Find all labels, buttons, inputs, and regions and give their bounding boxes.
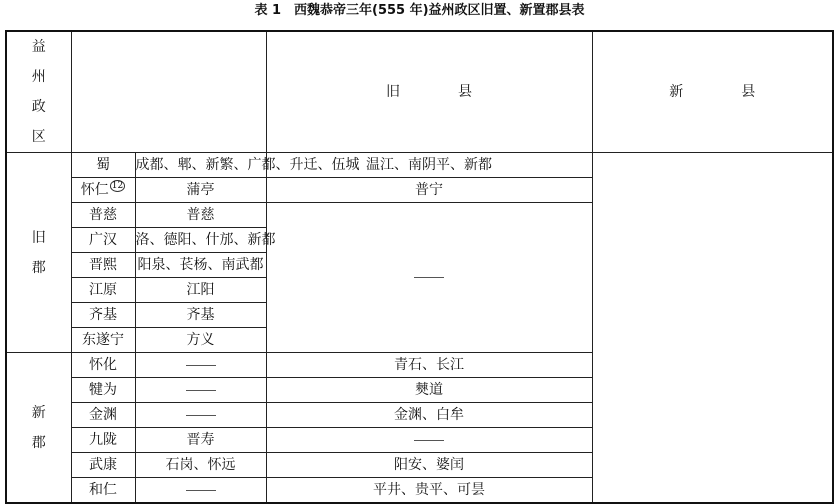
commandery-cell: 怀仁 $^{12}$	[71, 178, 135, 203]
new-counties-cell: 青石、长江	[266, 353, 592, 378]
region-char: 政	[31, 99, 46, 115]
table-row	[6, 478, 833, 504]
old-counties-cell: 江阳	[135, 278, 266, 303]
empty-dash	[186, 415, 216, 416]
table-row	[6, 378, 833, 403]
group-char: 郡	[31, 434, 46, 451]
old-counties-cell: 方义	[135, 328, 266, 353]
header-new-counties: 新 县	[592, 31, 833, 153]
old-counties-cell: 洛、德阳、什邡、新都	[135, 228, 266, 253]
region-cell	[6, 31, 71, 153]
old-counties-cell: 蒲亭	[135, 178, 266, 203]
empty-dash	[186, 390, 216, 391]
group-char: 新	[31, 404, 46, 421]
table-caption: 表 1 西魏恭帝三年(555 年)益州政区旧置、新置郡县表	[254, 3, 585, 18]
empty-dash	[414, 440, 444, 441]
new-counties-cell: 阳安、婆闰	[266, 453, 592, 478]
region-char: 区	[31, 129, 46, 145]
new-counties-cell: 温江、南阴平、新都	[266, 153, 592, 178]
commandery-county-table	[5, 30, 834, 504]
empty-dash	[186, 490, 216, 491]
region-char: 州	[31, 69, 46, 85]
old-counties-cell: 齐基	[135, 303, 266, 328]
header-old-counties: 旧 县	[266, 31, 592, 153]
group-label-cell	[6, 153, 71, 353]
commandery-cell: 犍为	[71, 378, 135, 403]
old-counties-cell	[135, 353, 266, 378]
table-row	[6, 203, 833, 228]
old-counties-cell: 石岗、怀远	[135, 453, 266, 478]
table-row	[6, 353, 833, 378]
commandery-cell: 广汉	[71, 228, 135, 253]
new-counties-cell: 平井、贵平、可昙	[266, 478, 592, 504]
empty-dash	[414, 277, 444, 278]
commandery-cell: 怀化	[71, 353, 135, 378]
commandery-cell: 金渊	[71, 403, 135, 428]
new-counties-cell: 普宁	[266, 178, 592, 203]
new-counties-cell: 僰道	[266, 378, 592, 403]
empty-dash	[186, 365, 216, 366]
new-counties-cell: 金渊、白牟	[266, 403, 592, 428]
region-char: 益	[31, 39, 46, 55]
commandery-cell: 东遂宁	[71, 328, 135, 353]
commandery-cell: 武康	[71, 453, 135, 478]
commandery-cell: 齐基	[71, 303, 135, 328]
old-counties-cell	[135, 478, 266, 504]
commandery-cell: 和仁	[71, 478, 135, 504]
table-row	[6, 403, 833, 428]
table-row	[6, 178, 833, 203]
commandery-cell: 晋熙	[71, 253, 135, 278]
table-row	[6, 428, 833, 453]
new-counties-cell	[266, 428, 592, 453]
old-counties-cell: 成都、郫、新繁、广都、升迁、伍城	[135, 153, 266, 178]
old-counties-cell	[135, 403, 266, 428]
table-row	[6, 153, 833, 178]
old-counties-cell: 晋寿	[135, 428, 266, 453]
group-label-cell	[6, 353, 71, 504]
group-char: 旧	[31, 229, 46, 246]
header-row	[6, 31, 833, 153]
commandery-cell: 江原	[71, 278, 135, 303]
footnote-marker: 12	[111, 181, 124, 192]
group-char: 郡	[31, 259, 46, 276]
old-counties-cell: 阳泉、苌杨、南武都	[135, 253, 266, 278]
old-counties-cell: 普慈	[135, 203, 266, 228]
new-counties-merged-cell	[266, 203, 592, 353]
region-label	[7, 32, 71, 152]
old-counties-cell	[135, 378, 266, 403]
commandery-cell: 蜀	[71, 153, 135, 178]
table-row	[6, 453, 833, 478]
header-blank-cell	[71, 31, 266, 153]
commandery-cell: 普慈	[71, 203, 135, 228]
commandery-cell: 九陇	[71, 428, 135, 453]
